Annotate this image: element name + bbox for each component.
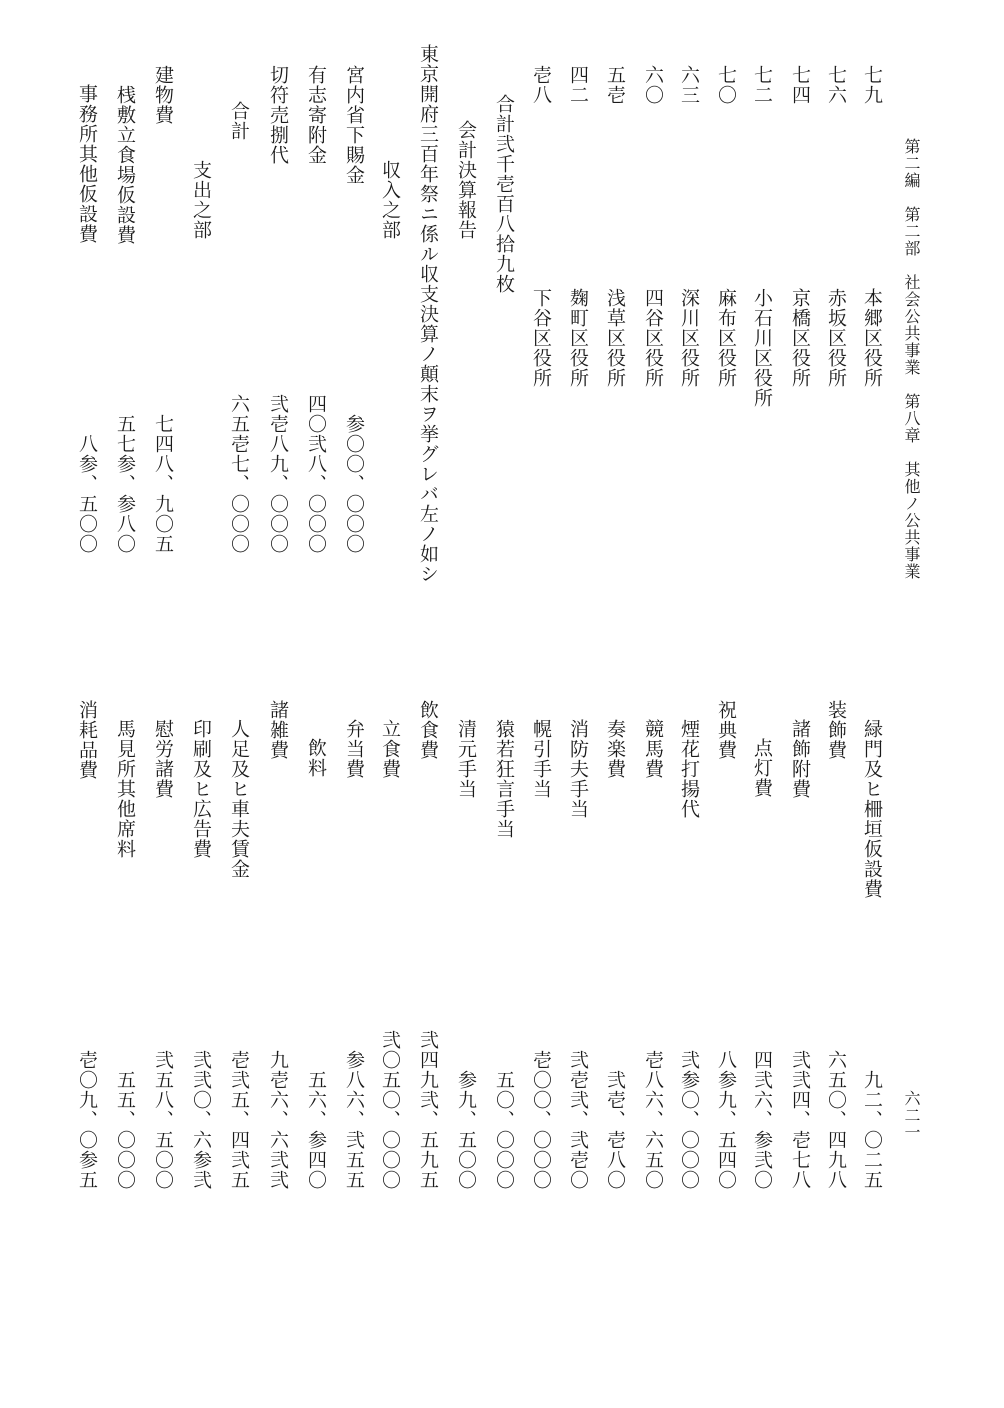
report-intro: 東京開府三百年祭ニ係ル収支決算ノ顛末ヲ挙グレバ左ノ如シ — [417, 44, 439, 584]
ward-office-name: 京橋区役所 — [789, 288, 811, 388]
expense-item-amount: 五〇、〇〇〇 — [493, 1070, 515, 1190]
expense-item-label: 慰労諸費 — [152, 719, 174, 799]
expense-item-label: 消防夫手当 — [567, 719, 589, 819]
income-amount: 弐壱八九、〇〇〇 — [267, 394, 289, 554]
income-amount: 六五壱七、〇〇〇 — [228, 394, 250, 554]
ward-count: 七六 — [825, 65, 847, 105]
ward-office-name: 麻布区役所 — [715, 288, 737, 388]
expense-item-label: 競馬費 — [642, 719, 664, 779]
ward-count: 壱八 — [530, 65, 552, 105]
expense-item-amount: 弐壱、壱八〇 — [604, 1070, 626, 1190]
total-sheets-line: 合計弐千壱百八拾九枚 — [493, 94, 515, 294]
expense-item-label: 印刷及ヒ広告費 — [190, 719, 212, 859]
running-header: 第二編 第二部 社会公共事業 第八章 其他ノ公共事業 — [902, 138, 921, 580]
ward-count: 五壱 — [604, 65, 626, 105]
ward-count: 七二 — [751, 65, 773, 105]
expense-item-amount: 弐四九弐、五九五 — [417, 1030, 439, 1190]
expense-item-label: 祝典費 — [715, 700, 737, 760]
expense-item-amount: 壱八六、六五〇 — [642, 1050, 664, 1190]
ward-count: 七四 — [789, 65, 811, 105]
ward-office-name: 麹町区役所 — [567, 288, 589, 388]
expense-amount: 五七参、参八〇 — [114, 414, 136, 554]
ward-count: 六三 — [678, 65, 700, 105]
expense-item-label: 消耗品費 — [76, 700, 98, 780]
expense-item-label: 奏楽費 — [604, 719, 626, 779]
expense-item-amount: 壱弐五、四弐五 — [228, 1050, 250, 1190]
expense-item-amount: 六五〇、四九八 — [825, 1050, 847, 1190]
page-number: 六二一 — [902, 1090, 921, 1141]
ward-office-name: 小石川区役所 — [751, 288, 773, 408]
income-label: 宮内省下賜金 — [343, 65, 365, 185]
expense-label: 建物費 — [152, 65, 174, 125]
expense-item-amount: 五五、〇〇〇 — [114, 1070, 136, 1190]
expense-item-amount: 八参九、五四〇 — [715, 1050, 737, 1190]
income-label: 合計 — [228, 101, 250, 141]
expense-item-label: 幌引手当 — [530, 719, 552, 799]
expense-item-label: 煙花打揚代 — [678, 719, 700, 819]
expense-item-amount: 壱〇〇、〇〇〇 — [530, 1050, 552, 1190]
income-amount: 四〇弐八、〇〇〇 — [305, 394, 327, 554]
expense-item-amount: 弐壱弐、弐壱〇 — [567, 1050, 589, 1190]
expense-item-label: 猿若狂言手当 — [493, 719, 515, 839]
expense-item-amount: 四弐六、参弐〇 — [751, 1050, 773, 1190]
expense-item-amount: 弐参〇、〇〇〇 — [678, 1050, 700, 1190]
expense-item-label: 諸飾附費 — [789, 719, 811, 799]
expense-item-amount: 参八六、弐五五 — [343, 1050, 365, 1190]
expense-item-amount: 九壱六、六弐弐 — [267, 1050, 289, 1190]
income-label: 有志寄附金 — [305, 65, 327, 165]
income-label: 切符売捌代 — [267, 65, 289, 165]
expense-item-label: 人足及ヒ車夫賃金 — [228, 719, 250, 879]
expense-item-label: 清元手当 — [455, 719, 477, 799]
expense-amount: 八参、五〇〇 — [76, 434, 98, 554]
expense-label: 事務所其他仮設費 — [76, 84, 98, 244]
ward-office-name: 赤坂区役所 — [825, 288, 847, 388]
expense-item-label: 飲料 — [305, 738, 327, 778]
ward-office-name: 本郷区役所 — [861, 288, 883, 388]
expense-item-label: 点灯費 — [751, 738, 773, 798]
report-title: 会計決算報告 — [455, 120, 477, 240]
ward-count: 六〇 — [642, 65, 664, 105]
income-heading: 収入之部 — [379, 160, 401, 240]
income-amount: 参〇〇、〇〇〇 — [343, 414, 365, 554]
expense-item-label: 飲食費 — [417, 700, 439, 760]
expense-item-amount: 壱〇九、〇参五 — [76, 1050, 98, 1190]
ward-count: 四二 — [567, 65, 589, 105]
expense-heading: 支出之部 — [190, 160, 212, 240]
expense-item-amount: 弐弐四、壱七八 — [789, 1050, 811, 1190]
expense-item-amount: 参九、五〇〇 — [455, 1070, 477, 1190]
ward-count: 七九 — [861, 65, 883, 105]
ward-office-name: 深川区役所 — [678, 288, 700, 388]
expense-item-amount: 弐弐〇、六参弐 — [190, 1050, 212, 1190]
expense-item-label: 装飾費 — [825, 700, 847, 760]
expense-item-amount: 弐五八、五〇〇 — [152, 1050, 174, 1190]
ward-office-name: 下谷区役所 — [530, 288, 552, 388]
ward-count: 七〇 — [715, 65, 737, 105]
ward-office-name: 浅草区役所 — [604, 288, 626, 388]
expense-item-label: 諸雑費 — [267, 700, 289, 760]
expense-amount: 七四八、九〇五 — [152, 414, 174, 554]
expense-item-amount: 五六、参四〇 — [305, 1070, 327, 1190]
expense-item-amount: 九二、〇二五 — [861, 1070, 883, 1190]
expense-item-label: 馬見所其他席料 — [114, 719, 136, 859]
expense-item-label: 弁当費 — [343, 719, 365, 779]
expense-item-amount: 弐〇五〇、〇〇〇 — [379, 1030, 401, 1190]
ward-office-name: 四谷区役所 — [642, 288, 664, 388]
expense-item-label: 立食費 — [379, 719, 401, 779]
expense-item-label: 緑門及ヒ柵垣仮設費 — [861, 719, 883, 899]
expense-label: 桟敷立食場仮設費 — [114, 85, 136, 245]
